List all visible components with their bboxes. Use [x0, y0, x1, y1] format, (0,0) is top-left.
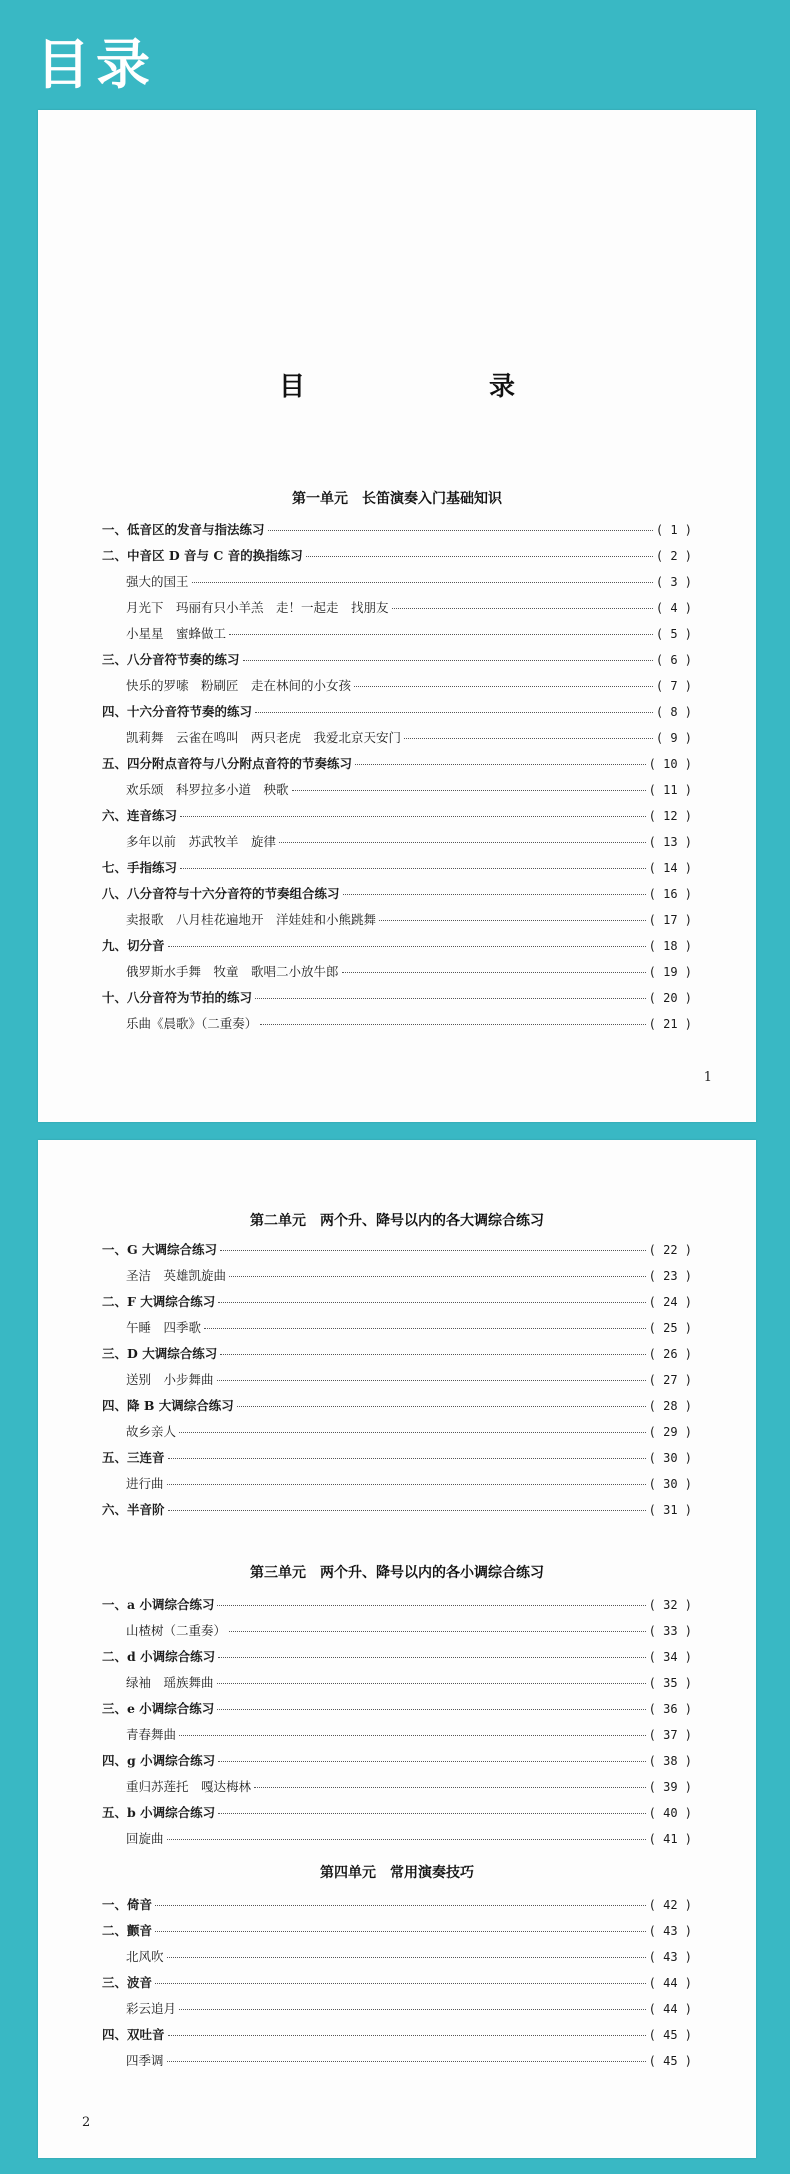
- toc-section-entry: [102, 1647, 692, 1673]
- toc-entry-text: 三、波音: [102, 1975, 153, 1990]
- dot-leader: [404, 738, 653, 739]
- dot-leader: [168, 1510, 646, 1511]
- toc-piece-entry: [102, 1318, 692, 1344]
- toc-page-ref: ( 25 ): [648, 1321, 692, 1335]
- page-banner-title: 目录: [36, 33, 156, 96]
- dot-leader: [355, 764, 646, 765]
- toc-page-ref: ( 35 ): [648, 1676, 692, 1690]
- dot-leader: [229, 1276, 646, 1277]
- toc-entry-text: 圣洁 英雄凯旋曲: [126, 1268, 227, 1283]
- toc-page-ref: ( 45 ): [648, 2028, 692, 2042]
- toc-piece-entry: [102, 1725, 692, 1751]
- toc-list-unit-3: [102, 1595, 692, 1855]
- toc-page-ref: ( 1 ): [655, 523, 692, 537]
- toc-section-entry: [102, 1921, 692, 1947]
- toc-entry-text: 欢乐颂 科罗拉多小道 秧歌: [126, 782, 289, 797]
- toc-entry-text: 四、十六分音符节奏的练习: [102, 704, 253, 719]
- toc-page-ref: ( 22 ): [648, 1243, 692, 1257]
- toc-list-unit-2: [102, 1240, 692, 1526]
- toc-entry-text: 绿袖 瑶族舞曲: [126, 1675, 214, 1690]
- toc-page-ref: ( 18 ): [648, 939, 692, 953]
- toc-page-ref: ( 29 ): [648, 1425, 692, 1439]
- toc-entry-text: 午睡 四季歌: [126, 1320, 202, 1335]
- toc-piece-entry: [102, 780, 692, 806]
- toc-entry-text: 小星星 蜜蜂做工: [126, 626, 227, 641]
- toc-entry-text: 三、D 大调综合练习: [102, 1346, 218, 1361]
- dot-leader: [255, 998, 646, 999]
- toc-piece-entry: [102, 2051, 692, 2077]
- toc-section-entry: [102, 1396, 692, 1422]
- toc-page-ref: ( 11 ): [648, 783, 692, 797]
- unit-heading-3: 第三单元 两个升、降号以内的各小调综合练习: [250, 1565, 544, 1581]
- toc-section-entry: [102, 1344, 692, 1370]
- dot-leader: [342, 972, 646, 973]
- dot-leader: [354, 686, 653, 687]
- toc-piece-entry: [102, 1014, 692, 1040]
- dot-leader: [254, 1787, 646, 1788]
- dot-leader: [260, 1024, 645, 1025]
- toc-entry-text: 故乡亲人: [126, 1424, 177, 1439]
- unit-heading-1: 第一单元 长笛演奏入门基础知识: [292, 491, 502, 507]
- dot-leader: [217, 1709, 645, 1710]
- dot-leader: [218, 1813, 646, 1814]
- toc-page-ref: ( 17 ): [648, 913, 692, 927]
- dot-leader: [167, 1484, 646, 1485]
- toc-entry-text: 卖报歌 八月桂花遍地开 洋娃娃和小熊跳舞: [126, 912, 377, 927]
- toc-page-ref: ( 34 ): [648, 1650, 692, 1664]
- toc-entry-text: 五、三连音: [102, 1450, 165, 1465]
- dot-leader: [392, 608, 653, 609]
- dot-leader: [155, 1931, 646, 1932]
- toc-entry-text: 八、八分音符与十六分音符的节奏组合练习: [102, 886, 340, 901]
- dot-leader: [180, 816, 646, 817]
- toc-section-entry: [102, 2025, 692, 2051]
- toc-page-ref: ( 12 ): [648, 809, 692, 823]
- dot-leader: [167, 1957, 646, 1958]
- dot-leader: [218, 1761, 646, 1762]
- toc-entry-text: 四、双吐音: [102, 2027, 165, 2042]
- toc-section-entry: [102, 1803, 692, 1829]
- toc-entry-text: 凯莉舞 云雀在鸣叫 两只老虎 我爱北京天安门: [126, 730, 402, 745]
- toc-page-ref: ( 28 ): [648, 1399, 692, 1413]
- toc-piece-entry: [102, 1266, 692, 1292]
- toc-page-ref: ( 9 ): [655, 731, 692, 745]
- toc-section-entry: [102, 650, 692, 676]
- dot-leader: [218, 1657, 646, 1658]
- toc-page-ref: ( 10 ): [648, 757, 692, 771]
- unit-heading-2: 第二单元 两个升、降号以内的各大调综合练习: [250, 1213, 544, 1229]
- toc-piece-entry: [102, 910, 692, 936]
- toc-entry-text: 二、F 大调综合练习: [102, 1294, 216, 1309]
- toc-entry-text: 强大的国王: [126, 574, 189, 589]
- toc-title: 目 录: [278, 372, 559, 402]
- toc-entry-text: 青春舞曲: [126, 1727, 177, 1742]
- toc-piece-entry: [102, 962, 692, 988]
- toc-page-ref: ( 6 ): [655, 653, 692, 667]
- toc-entry-text: 重归苏莲托 嘎达梅林: [126, 1779, 252, 1794]
- toc-entry-text: 多年以前 苏武牧羊 旋律: [126, 834, 277, 849]
- dot-leader: [192, 582, 653, 583]
- toc-entry-text: 二、中音区 D 音与 C 音的换指练习: [102, 548, 303, 563]
- toc-entry-text: 五、四分附点音符与八分附点音符的节奏练习: [102, 756, 353, 771]
- toc-page-ref: ( 16 ): [648, 887, 692, 901]
- toc-section-entry: [102, 806, 692, 832]
- toc-entry-text: 回旋曲: [126, 1831, 164, 1846]
- dot-leader: [379, 920, 646, 921]
- dot-leader: [204, 1328, 646, 1329]
- toc-section-entry: [102, 1292, 692, 1318]
- toc-section-entry: [102, 702, 692, 728]
- dot-leader: [343, 894, 646, 895]
- toc-page-ref: ( 30 ): [648, 1451, 692, 1465]
- toc-entry-text: 俄罗斯水手舞 牧童 歌唱二小放牛郎: [126, 964, 339, 979]
- toc-page-ref: ( 42 ): [648, 1898, 692, 1912]
- dot-leader: [167, 2061, 646, 2062]
- toc-piece-entry: [102, 1370, 692, 1396]
- toc-page-ref: ( 43 ): [648, 1924, 692, 1938]
- toc-page-ref: ( 23 ): [648, 1269, 692, 1283]
- dot-leader: [155, 1905, 646, 1906]
- toc-entry-text: 一、G 大调综合练习: [102, 1242, 218, 1257]
- toc-section-entry: [102, 546, 692, 572]
- toc-entry-text: 六、连音练习: [102, 808, 178, 823]
- toc-entry-text: 四、g 小调综合练习: [102, 1753, 216, 1768]
- toc-section-entry: [102, 1699, 692, 1725]
- dot-leader: [292, 790, 646, 791]
- toc-page-ref: ( 13 ): [648, 835, 692, 849]
- toc-entry-text: 一、低音区的发音与指法练习: [102, 522, 265, 537]
- dot-leader: [179, 2009, 646, 2010]
- toc-entry-text: 六、半音阶: [102, 1502, 165, 1517]
- toc-page-ref: ( 19 ): [648, 965, 692, 979]
- toc-piece-entry: [102, 676, 692, 702]
- toc-section-entry: [102, 1448, 692, 1474]
- toc-section-entry: [102, 1895, 692, 1921]
- toc-list-unit-4: [102, 1895, 692, 2077]
- toc-section-entry: [102, 936, 692, 962]
- page-number: 1: [703, 1070, 712, 1085]
- toc-page-ref: ( 32 ): [648, 1598, 692, 1612]
- dot-leader: [168, 946, 646, 947]
- toc-entry-text: 十、八分音符为节拍的练习: [102, 990, 253, 1005]
- toc-page-ref: ( 44 ): [648, 2002, 692, 2016]
- toc-page-ref: ( 36 ): [648, 1702, 692, 1716]
- toc-section-entry: [102, 1595, 692, 1621]
- toc-section-entry: [102, 1500, 692, 1526]
- toc-entry-text: 三、e 小调综合练习: [102, 1701, 215, 1716]
- toc-entry-text: 四、降 B 大调综合练习: [102, 1398, 234, 1413]
- dot-leader: [220, 1250, 646, 1251]
- dot-leader: [168, 2035, 646, 2036]
- toc-page-ref: ( 26 ): [648, 1347, 692, 1361]
- dot-leader: [155, 1983, 646, 1984]
- toc-page-ref: ( 45 ): [648, 2054, 692, 2068]
- toc-section-entry: [102, 520, 692, 546]
- toc-entry-text: 山楂树（二重奏）: [126, 1623, 227, 1638]
- toc-section-entry: [102, 1751, 692, 1777]
- unit-heading-4: 第四单元 常用演奏技巧: [320, 1865, 474, 1881]
- dot-leader: [306, 556, 653, 557]
- toc-entry-text: 三、八分音符节奏的练习: [102, 652, 240, 667]
- dot-leader: [167, 1839, 646, 1840]
- toc-page-ref: ( 7 ): [655, 679, 692, 693]
- toc-entry-text: 二、d 小调综合练习: [102, 1649, 216, 1664]
- toc-page-ref: ( 40 ): [648, 1806, 692, 1820]
- toc-section-entry: [102, 1240, 692, 1266]
- toc-entry-text: 彩云追月: [126, 2001, 177, 2016]
- page-number: 2: [82, 2115, 91, 2130]
- toc-entry-text: 送别 小步舞曲: [126, 1372, 214, 1387]
- toc-page-ref: ( 24 ): [648, 1295, 692, 1309]
- toc-page-ref: ( 4 ): [655, 601, 692, 615]
- toc-section-entry: [102, 754, 692, 780]
- toc-entry-text: 五、b 小调综合练习: [102, 1805, 216, 1820]
- toc-page-ref: ( 41 ): [648, 1832, 692, 1846]
- toc-section-entry: [102, 988, 692, 1014]
- toc-entry-text: 乐曲《晨歌》（二重奏）: [126, 1016, 258, 1031]
- dot-leader: [255, 712, 653, 713]
- dot-leader: [218, 1302, 645, 1303]
- dot-leader: [217, 1605, 645, 1606]
- toc-piece-entry: [102, 728, 692, 754]
- toc-page-ref: ( 5 ): [655, 627, 692, 641]
- toc-piece-entry: [102, 1474, 692, 1500]
- toc-piece-entry: [102, 1673, 692, 1699]
- dot-leader: [217, 1683, 646, 1684]
- toc-page-ref: ( 21 ): [648, 1017, 692, 1031]
- dot-leader: [229, 1631, 646, 1632]
- toc-piece-entry: [102, 1829, 692, 1855]
- toc-piece-entry: [102, 1999, 692, 2025]
- toc-page-ref: ( 3 ): [655, 575, 692, 589]
- toc-page-1: [38, 110, 756, 1122]
- toc-page-ref: ( 14 ): [648, 861, 692, 875]
- toc-piece-entry: [102, 1621, 692, 1647]
- toc-page-ref: ( 31 ): [648, 1503, 692, 1517]
- toc-page-ref: ( 2 ): [655, 549, 692, 563]
- dot-leader: [180, 868, 646, 869]
- dot-leader: [243, 660, 653, 661]
- dot-leader: [179, 1735, 646, 1736]
- dot-leader: [229, 634, 653, 635]
- toc-page-ref: ( 30 ): [648, 1477, 692, 1491]
- toc-entry-text: 北风吹: [126, 1949, 164, 1964]
- toc-entry-text: 四季调: [126, 2053, 164, 2068]
- toc-page-ref: ( 43 ): [648, 1950, 692, 1964]
- toc-entry-text: 月光下 玛丽有只小羊羔 走！一起走 找朋友: [126, 600, 389, 615]
- toc-section-entry: [102, 884, 692, 910]
- toc-page-ref: ( 27 ): [648, 1373, 692, 1387]
- toc-page-ref: ( 38 ): [648, 1754, 692, 1768]
- dot-leader: [268, 530, 653, 531]
- toc-page-ref: ( 37 ): [648, 1728, 692, 1742]
- toc-entry-text: 七、手指练习: [102, 860, 178, 875]
- toc-list-unit-1: [102, 520, 692, 1040]
- dot-leader: [220, 1354, 645, 1355]
- toc-piece-entry: [102, 832, 692, 858]
- toc-page-ref: ( 20 ): [648, 991, 692, 1005]
- toc-piece-entry: [102, 1422, 692, 1448]
- toc-page-ref: ( 8 ): [655, 705, 692, 719]
- toc-piece-entry: [102, 598, 692, 624]
- toc-entry-text: 一、a 小调综合练习: [102, 1597, 215, 1612]
- toc-page-ref: ( 39 ): [648, 1780, 692, 1794]
- toc-page-ref: ( 33 ): [648, 1624, 692, 1638]
- toc-entry-text: 进行曲: [126, 1476, 164, 1491]
- dot-leader: [168, 1458, 646, 1459]
- toc-entry-text: 快乐的罗嗦 粉刷匠 走在林间的小女孩: [126, 678, 352, 693]
- dot-leader: [237, 1406, 646, 1407]
- toc-piece-entry: [102, 1777, 692, 1803]
- dot-leader: [179, 1432, 646, 1433]
- toc-entry-text: 一、倚音: [102, 1897, 153, 1912]
- toc-entry-text: 二、颤音: [102, 1923, 153, 1938]
- toc-page-2: [38, 1140, 756, 2158]
- toc-piece-entry: [102, 1947, 692, 1973]
- toc-piece-entry: [102, 624, 692, 650]
- toc-section-entry: [102, 1973, 692, 1999]
- toc-section-entry: [102, 858, 692, 884]
- toc-piece-entry: [102, 572, 692, 598]
- toc-page-ref: ( 44 ): [648, 1976, 692, 1990]
- toc-entry-text: 九、切分音: [102, 938, 165, 953]
- dot-leader: [279, 842, 646, 843]
- dot-leader: [217, 1380, 646, 1381]
